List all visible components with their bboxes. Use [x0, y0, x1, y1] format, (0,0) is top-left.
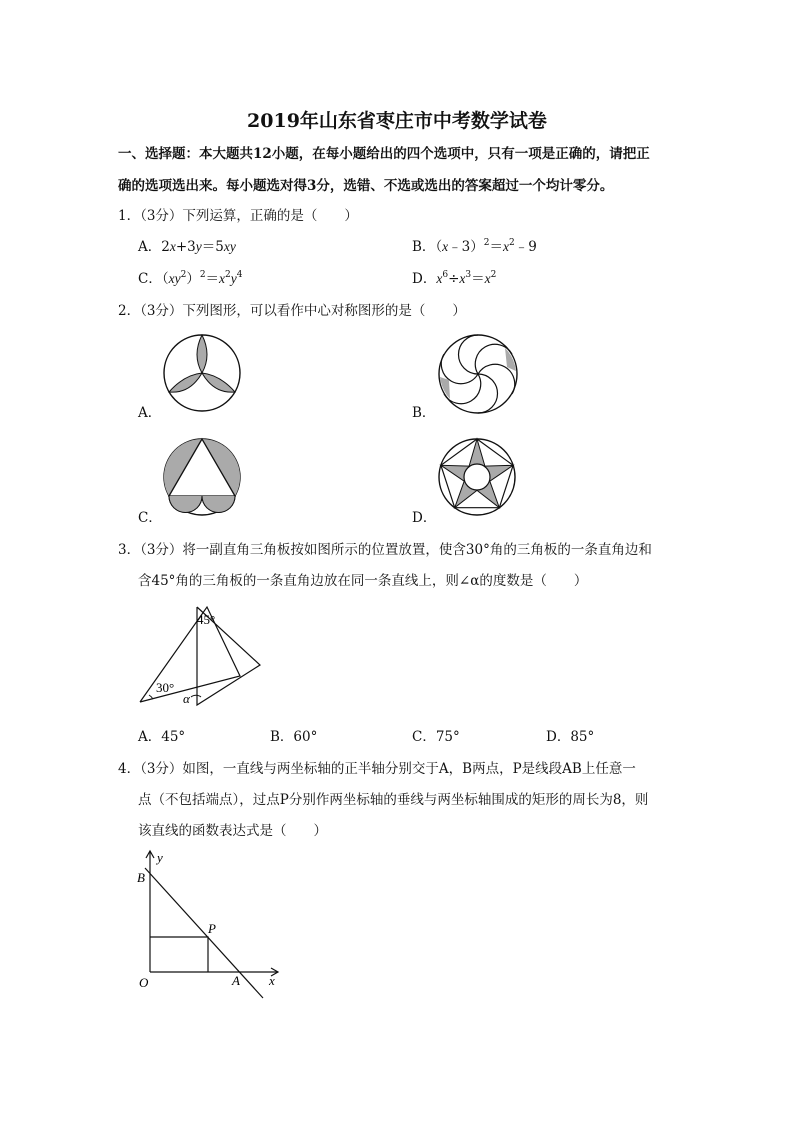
q2-stem: 2．（3分）下列图形，可以看作中心对称图形的是（ ） — [118, 303, 466, 319]
q2-figure-d — [437, 437, 517, 517]
q4-label-y: y — [157, 850, 163, 865]
q1-option-a-label: A． — [138, 239, 162, 255]
q4-coordinate-figure — [135, 848, 285, 1003]
q3-stem-line-2: 含45°角的三角板的一条直角边放在同一条直线上，则∠α的度数是（ ） — [138, 573, 588, 589]
q1-option-b-label: B． — [412, 239, 436, 255]
q2-figure-c — [162, 437, 242, 517]
q3-label-30: 30° — [156, 680, 175, 695]
q4-label-b: B — [137, 870, 145, 885]
q4-label-x: x — [269, 973, 275, 988]
q1-option-d-label: D． — [412, 271, 437, 287]
q2-option-d-label: D． — [412, 510, 437, 526]
q1-option-c-formula: $(xy^2)^2=x^2y^4$ — [161, 270, 243, 287]
q3-option-c: C．75° — [412, 729, 460, 745]
q4-label-p: P — [208, 921, 216, 936]
q4-stem-line-3: 该直线的函数表达式是（ ） — [138, 823, 327, 839]
q4-label-o: O — [139, 975, 149, 990]
q2-figure-b — [437, 333, 519, 415]
section-1-instructions-line-2: 确的选项选出来。每小题选对得3分，选错、不选或选出的答案超过一个均计零分。 — [118, 178, 614, 194]
q4-stem-line-2: 点（不包括端点），过点P分别作两坐标轴的垂线与两坐标轴围成的矩形的周长为8，则 — [138, 792, 649, 808]
page-title: 2019年山东省枣庄市中考数学试卷 — [247, 110, 547, 132]
q1-option-b — [412, 238, 537, 256]
q2-option-c-label: C． — [138, 510, 162, 526]
q1-option-b-formula: $(x﹣3)^2=x^2﹣9$ — [435, 238, 537, 255]
q3-option-b: B．60° — [270, 729, 318, 745]
q2-figure-a — [162, 333, 242, 413]
q1-option-a-formula: 2x+3y＝5xy — [161, 239, 236, 255]
q4-label-a: A — [232, 973, 240, 988]
q3-label-45: 45° — [197, 612, 216, 627]
q2-option-a-label: A． — [138, 405, 162, 421]
q3-option-d: D．85° — [546, 729, 595, 745]
q1-option-d-formula: $x^6\div x^3=x^2$ — [436, 270, 497, 287]
q4-stem-line-1: 4．（3分）如图，一直线与两坐标轴的正半轴分别交于A，B两点，P是线段AB上任意一 — [118, 761, 636, 777]
q3-triangle-figure — [135, 602, 265, 712]
q1-option-c — [138, 270, 243, 288]
q3-option-a: A．45° — [138, 729, 186, 745]
section-1-instructions-line-1: 一、选择题：本大题共12小题，在每小题给出的四个选项中，只有一项是正确的，请把正 — [118, 146, 650, 162]
q3-stem-line-1: 3．（3分）将一副直角三角板按如图所示的位置放置，使含30°角的三角板的一条直角边和 — [118, 542, 652, 558]
q1-stem: 1．（3分）下列运算，正确的是（ ） — [118, 208, 358, 224]
q1-option-a — [138, 238, 236, 256]
q1-option-c-label: C． — [138, 271, 162, 287]
q3-label-alpha: α — [183, 691, 190, 706]
q2-option-b-label: B． — [412, 405, 436, 421]
q1-option-d — [412, 270, 496, 288]
